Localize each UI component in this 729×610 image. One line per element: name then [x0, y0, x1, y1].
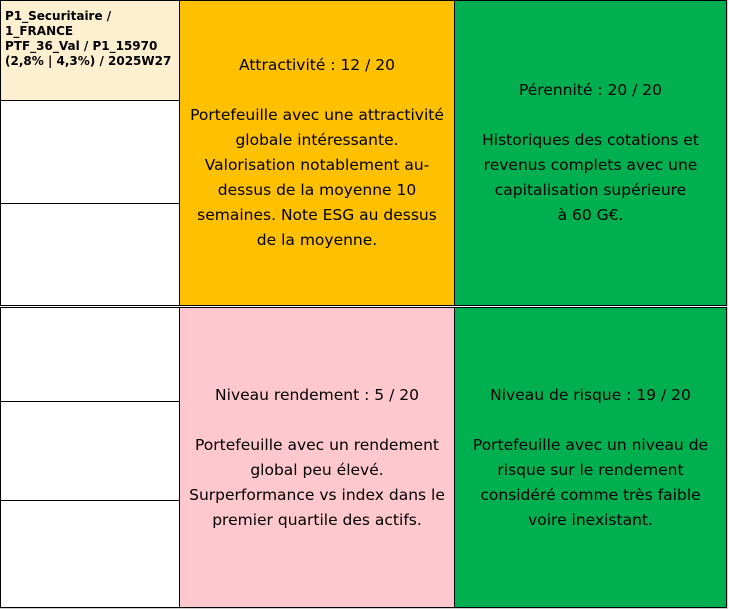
- rendement-card: [179, 307, 455, 608]
- attractivite-line: Portefeuille avec une attractivité: [190, 106, 444, 124]
- risque-line: Portefeuille avec un niveau de: [472, 435, 709, 454]
- rendement-line: Portefeuille avec un rendement: [195, 435, 439, 454]
- perennite-card: [454, 0, 727, 306]
- attractivite-title: Attractivité : 12 / 20: [239, 56, 395, 74]
- perennite-line: à 60 G€.: [557, 206, 624, 224]
- risque-title: Niveau de risque : 19 / 20: [490, 385, 691, 404]
- rendement-line: global peu élevé.: [250, 460, 384, 479]
- empty-cell-1: [0, 100, 180, 204]
- empty-cell-4: [0, 401, 180, 501]
- risque-line: voire inexistant.: [528, 510, 653, 529]
- attractivite-card: [179, 0, 455, 306]
- attractivite-line: de la moyenne.: [256, 231, 378, 249]
- empty-cell-5: [0, 500, 180, 608]
- risque-line: considéré comme très faible: [480, 485, 701, 504]
- perennite-line: Historiques des cotations et: [482, 131, 699, 149]
- header-line-1: P1_Securitaire /: [5, 9, 112, 23]
- rendement-line: premier quartile des actifs.: [212, 510, 422, 529]
- header-line-2: 1_FRANCE: [5, 24, 74, 38]
- rendement-title: Niveau rendement : 5 / 20: [215, 385, 419, 404]
- perennite-title: Pérennité : 20 / 20: [518, 81, 663, 99]
- attractivite-line: Valorisation notablement au-: [204, 156, 430, 174]
- empty-cell-3: [0, 307, 180, 402]
- attractivite-line: globale intéressante.: [235, 131, 399, 149]
- header-line-3: PTF_36_Val / P1_15970: [5, 39, 158, 53]
- attractivite-line: dessus de la moyenne 10: [217, 181, 417, 199]
- risque-card: [454, 307, 727, 608]
- header-line-4: (2,8% | 4,3%) / 2025W27: [5, 54, 172, 68]
- risque-line: risque sur le rendement: [497, 460, 684, 479]
- rendement-line: Surperformance vs index dans le: [189, 485, 445, 504]
- empty-cell-2: [0, 203, 180, 306]
- perennite-line: capitalisation supérieure: [494, 181, 687, 199]
- perennite-line: revenus complets avec une: [483, 156, 698, 174]
- portfolio-header-cell: [0, 0, 180, 101]
- attractivite-line: semaines. Note ESG au dessus: [197, 206, 437, 224]
